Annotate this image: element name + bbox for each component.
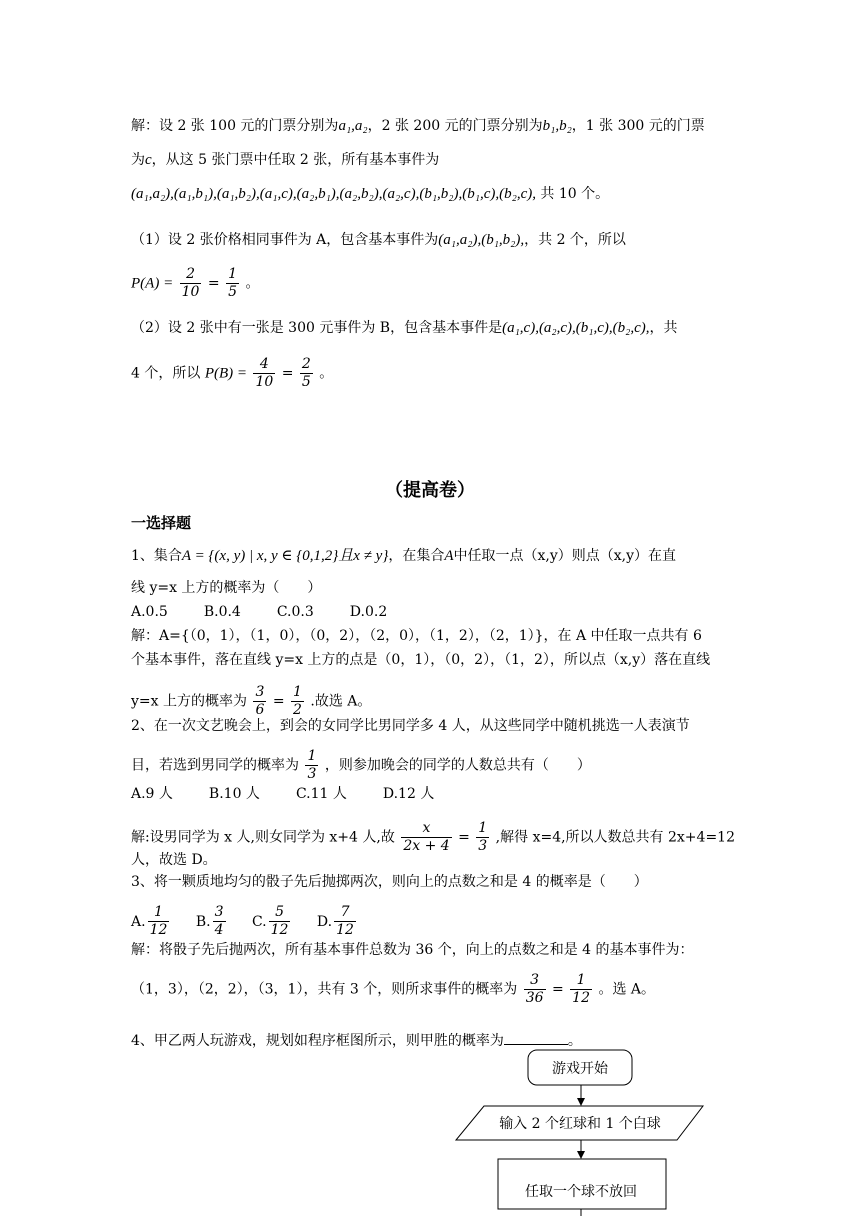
math-set-A: A = {(x, y) | x, y ∈ {0,1,2}且x ≠ y} [181,548,389,564]
solution-line-2: 为c，从这 5 张门票中任取 2 张，所有基本事件为 [131,152,440,168]
solution-line-1: 解：设 2 张 100 元的门票分别为a₁,a₂，2 张 200 元的门票分别为b₁,b₂，1 张 300 元的门票 [131,118,705,134]
flowchart-input-label: 输入 2 个红球和 1 个白球 [499,1116,661,1132]
q2-solution-2: 人，故选 D。 [131,852,217,868]
part1-line-2: P(A) = $\frac{2}{10}$ = $\frac{1}{5}$ 。 [131,266,260,300]
fraction: $\frac{3}{4}$ [214,904,224,938]
q2-line-2: 目，若选到男同学的概率为 $\frac{1}{3}$ ，则参加晚会的同学的人数总共有（ ） [131,748,591,782]
fraction: $\frac{1}{2}$ [293,684,302,718]
part2-line-2: 4 个，所以 P(B) = $\frac{4}{10}$ = $\frac{2}{5}$ 。 [131,356,334,390]
option-d: D.0.2 [349,604,388,620]
fraction: $\frac{1}{12}$ [149,904,168,938]
option-a: A.0.5 [131,604,168,620]
option-b: B.10 人 [208,786,260,802]
section-heading: 一选择题 [131,514,192,532]
math-part2-events: (a₁,c),(a₂,c),(b₁,c),(b₂,c), [502,320,650,336]
math-b1-b2: b₁,b₂ [542,118,572,134]
option-b: B. $\frac{3}{4}$ [195,904,224,938]
option-c: C.11 人 [295,786,347,802]
option-b: B.0.4 [203,604,241,620]
q3-line-1: 3、将一颗质地均匀的骰子先后抛掷两次，则向上的点数之和是 4 的概率是（ ） [131,874,648,890]
fraction: $\frac{x}{2x + 4}$ [403,820,450,854]
q3-solution-2: （1，3），（2，2），（3，1），共有 3 个，则所求事件的概率为 $\frac{3}{36}$ = $\frac{1}{12}$ 。选 A。 [131,972,656,1006]
option-c: C.0.3 [276,604,314,620]
page-title: （提高卷） [385,480,475,501]
fraction: $\frac{1}{3}$ [478,820,488,854]
fraction: $\frac{2}{5}$ [301,356,311,390]
q1-line-1: 1、集合A = {(x, y) | x, y ∈ {0,1,2}且x ≠ y}，在集合A中任取一点（x,y）则点（x,y）在直 [131,548,677,564]
q1-solution-3: y=x 上方的概率为 $\frac{3}{6}$ = $\frac{1}{2}$ .故选 A。 [131,684,372,718]
fraction: $\frac{1}{5}$ [228,266,238,300]
fraction: $\frac{1}{12}$ [572,972,590,1006]
math-c: c [145,152,152,168]
option-d: D.12 人 [382,786,435,802]
fraction: $\frac{5}{12}$ [270,904,289,938]
option-c: C. $\frac{5}{12}$ [251,904,289,938]
math-event-list: (a₁,a₂),(a₁,b₁),(a₁,b₂),(a₁,c),(a₂,b₁),(a₂,b₂),(a₂,c),(b₁,b₂),(b₁,c),(b₂,c), [131,186,536,202]
flowchart-start-label: 游戏开始 [552,1061,608,1077]
fraction: $\frac{2}{10}$ [181,266,200,300]
option-a: A. $\frac{1}{12}$ [131,904,168,938]
solution-line-3: (a₁,a₂),(a₁,b₁),(a₁,b₂),(a₁,c),(a₂,b₁),(a₂,b₂),(a₂,c),(b₁,b₂),(b₁,c),(b₂,c), 共 10 个。 [131,186,610,202]
flowchart-arrow-2-head [577,1151,585,1159]
fraction: $\frac{3}{6}$ [255,684,265,718]
option-a: A.9 人 [131,786,173,802]
fraction: $\frac{3}{36}$ [525,972,544,1006]
math-a1-a2: a₁,a₂ [338,118,368,134]
q2-solution-1: 解:设男同学为 x 人,则女同学为 x+4 人,故 $\frac{x}{2x + 4}$ = $\frac{1}{3}$ ,解得 x=4,所以人数总共有 2x+4=12 [131,820,735,854]
q1-line-2: 线 y=x 上方的概率为（ ） [131,580,322,596]
part2-line-1: （2）设 2 张中有一张是 300 元事件为 B，包含基本事件是(a₁,c),(a₂,c),(b₁,c),(b₂,c),，共 [131,320,678,336]
q1-solution-2: 个基本事件，落在直线 y=x 上方的点是（0，1），（0，2），（1，2），所以点（x,y）落在直线 [131,652,711,668]
math-part1-events: (a₁,a₂),(b₁,b₂), [438,232,525,248]
q1-solution-1: 解：A={（0，1），（1，0），（0，2），（2，0），（1，2），（2，1）}，在 A 中任取一点共有 6 [131,628,702,644]
fraction: $\frac{1}{3}$ [307,748,317,782]
fraction: $\frac{7}{12}$ [336,904,354,938]
q3-solution-1: 解：将骰子先后抛两次，所有基本事件总数为 36 个，向上的点数之和是 4 的基本事件为： [131,942,694,958]
q4-line-1: 4、甲乙两人玩游戏，规划如程序框图所示，则甲胜的概率为 。 [131,1030,732,1051]
flowchart-step-label: 任取一个球不放回 [525,1184,637,1200]
fraction: $\frac{4}{10}$ [255,356,274,390]
q2-line-1: 2、在一次文艺晚会上，到会的女同学比男同学多 4 人，从这些同学中随机挑选一人表演节 [131,718,690,734]
flowchart-arrow-1-head [577,1098,585,1106]
part1-line-1: （1）设 2 张价格相同事件为 A，包含基本事件为(a₁,a₂),(b₁,b₂),，共 2 个，所以 [131,232,626,248]
option-d: D. $\frac{7}{12}$ [316,904,354,938]
